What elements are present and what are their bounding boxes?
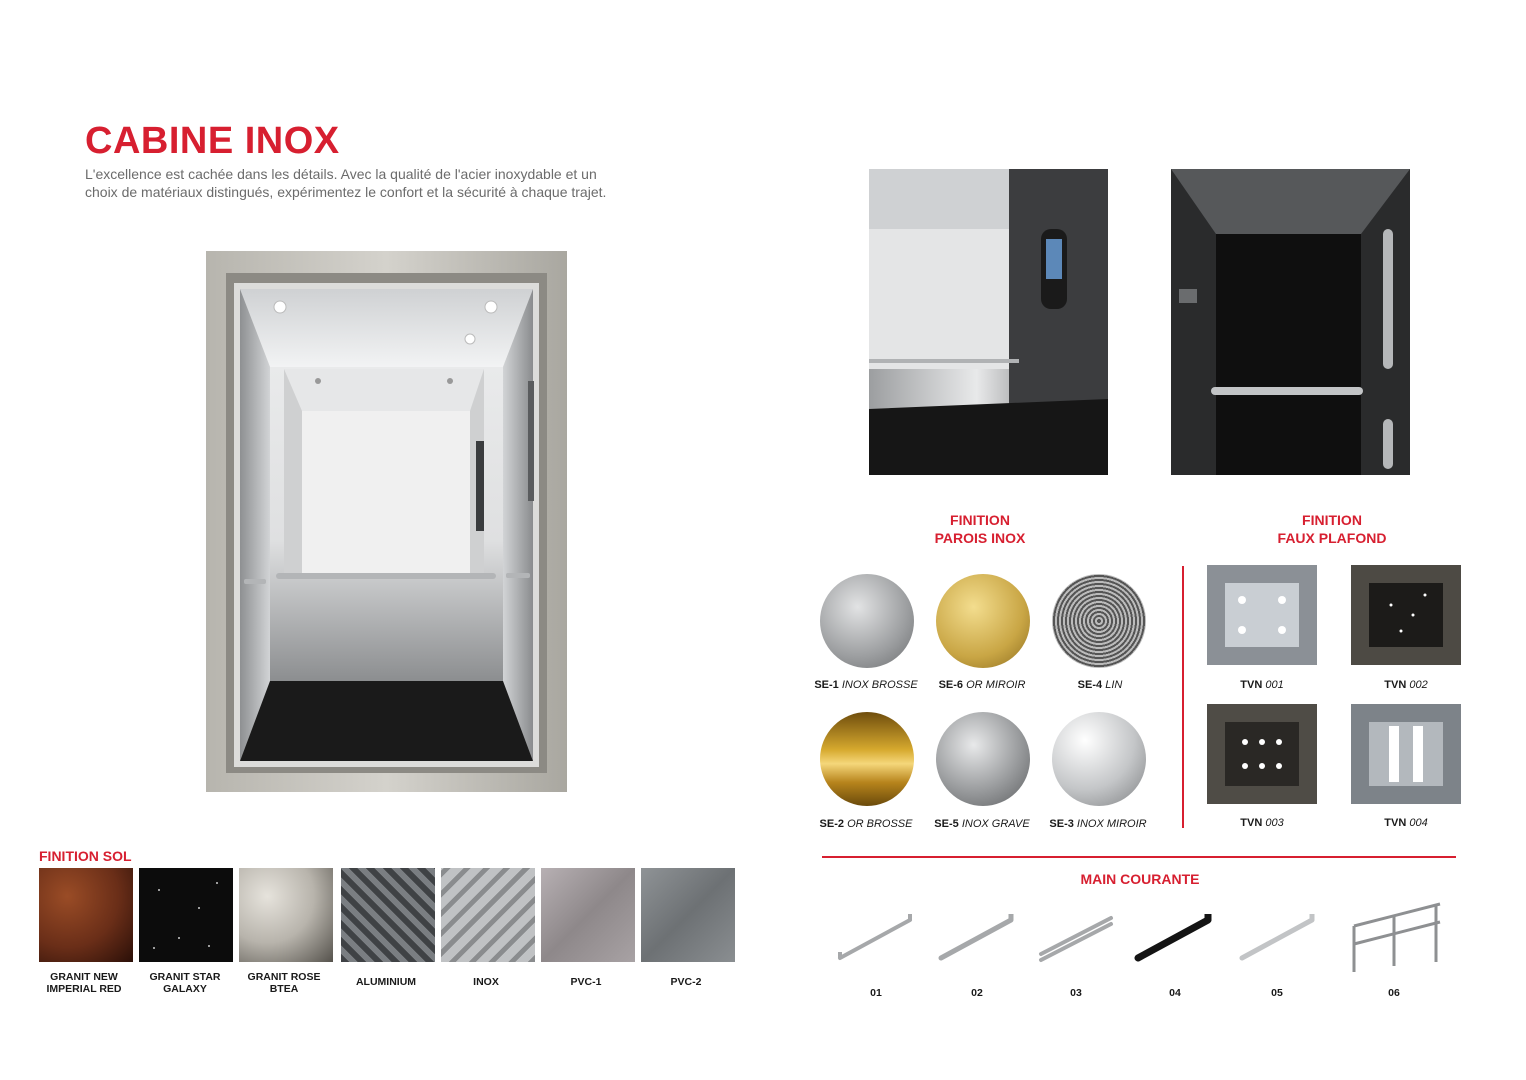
cabin-interior-photo-2 bbox=[1171, 169, 1410, 475]
ceiling-tvn-003 bbox=[1207, 704, 1317, 804]
swatch-inox-grave bbox=[936, 712, 1030, 806]
handrail-label: 05 bbox=[1271, 987, 1283, 999]
parois-section-title bbox=[880, 511, 1080, 547]
floor-caption: GRANIT ROSE BTEA bbox=[247, 971, 321, 995]
plafond-title-line: FAUX PLAFOND bbox=[1277, 530, 1387, 546]
floor-granit-star-galaxy bbox=[139, 868, 233, 962]
swatch-caption: SE-2 OR BROSSE bbox=[819, 818, 913, 830]
plafond-section-title bbox=[1232, 511, 1432, 547]
sol-section-title: FINITION SOL bbox=[39, 848, 132, 864]
floor-caption: INOX bbox=[473, 976, 499, 988]
handrail-03-icon bbox=[1035, 910, 1119, 965]
swatch-caption: SE-1 INOX BROSSE bbox=[814, 679, 918, 691]
floor-aluminium bbox=[341, 868, 435, 962]
floor-granit-imperial-red bbox=[39, 868, 133, 962]
floor-caption: PVC-1 bbox=[570, 976, 602, 988]
ceiling-caption: TVN 001 bbox=[1240, 679, 1284, 691]
swatch-inox-brosse bbox=[820, 574, 914, 668]
handrail-01-icon bbox=[834, 910, 918, 965]
floor-inox bbox=[441, 868, 535, 962]
swatch-or-brosse bbox=[820, 712, 914, 806]
floor-caption: GRANIT NEW IMPERIAL RED bbox=[46, 971, 122, 995]
ceiling-caption: TVN 002 bbox=[1384, 679, 1428, 691]
handrail-label: 01 bbox=[870, 987, 882, 999]
intro-line: choix de matériaux distingués, expérimentez le confort et la sécurité à chaque trajet. bbox=[85, 184, 607, 200]
swatch-caption: SE-3 INOX MIROIR bbox=[1049, 818, 1147, 830]
swatch-inox-miroir bbox=[1052, 712, 1146, 806]
ceiling-tvn-001 bbox=[1207, 565, 1317, 665]
floor-caption: PVC-2 bbox=[670, 976, 702, 988]
handrail-label: 06 bbox=[1388, 987, 1400, 999]
handrail-label: 02 bbox=[971, 987, 983, 999]
handrail-04-icon bbox=[1132, 910, 1218, 965]
swatch-lin bbox=[1052, 574, 1146, 668]
handrail-06-icon bbox=[1344, 900, 1448, 975]
section-divider-vertical bbox=[1182, 566, 1184, 828]
handrail-05-icon bbox=[1236, 910, 1320, 965]
floor-granit-rose-btea bbox=[239, 868, 333, 962]
floor-caption: ALUMINIUM bbox=[355, 976, 417, 988]
page-title: CABINE INOX bbox=[85, 120, 340, 162]
intro-text bbox=[85, 165, 665, 201]
floor-pvc-2 bbox=[641, 868, 735, 962]
intro-line: L'excellence est cachée dans les détails. Avec la qualité de l'acier inoxydable et un bbox=[85, 166, 597, 182]
swatch-caption: SE-5 INOX GRAVE bbox=[934, 818, 1030, 830]
ceiling-tvn-002 bbox=[1351, 565, 1461, 665]
parois-title-line: PAROIS INOX bbox=[934, 530, 1026, 546]
floor-caption: GRANIT STAR GALAXY bbox=[149, 971, 221, 995]
swatch-caption: SE-6 OR MIROIR bbox=[938, 679, 1026, 691]
ceiling-tvn-004 bbox=[1351, 704, 1461, 804]
floor-pvc-1 bbox=[541, 868, 635, 962]
handrail-02-icon bbox=[935, 910, 1019, 965]
handrail-section-title: MAIN COURANTE bbox=[1080, 871, 1200, 887]
swatch-or-miroir bbox=[936, 574, 1030, 668]
handrail-label: 04 bbox=[1169, 987, 1181, 999]
swatch-caption: SE-4 LIN bbox=[1077, 679, 1123, 691]
section-divider-horizontal bbox=[822, 856, 1456, 858]
plafond-title-line: FINITION bbox=[1302, 512, 1362, 528]
ceiling-caption: TVN 004 bbox=[1384, 817, 1428, 829]
handrail-label: 03 bbox=[1070, 987, 1082, 999]
cabin-interior-photo-1 bbox=[869, 169, 1108, 475]
cabin-main-photo bbox=[206, 251, 567, 792]
parois-title-line: FINITION bbox=[950, 512, 1010, 528]
ceiling-caption: TVN 003 bbox=[1240, 817, 1284, 829]
